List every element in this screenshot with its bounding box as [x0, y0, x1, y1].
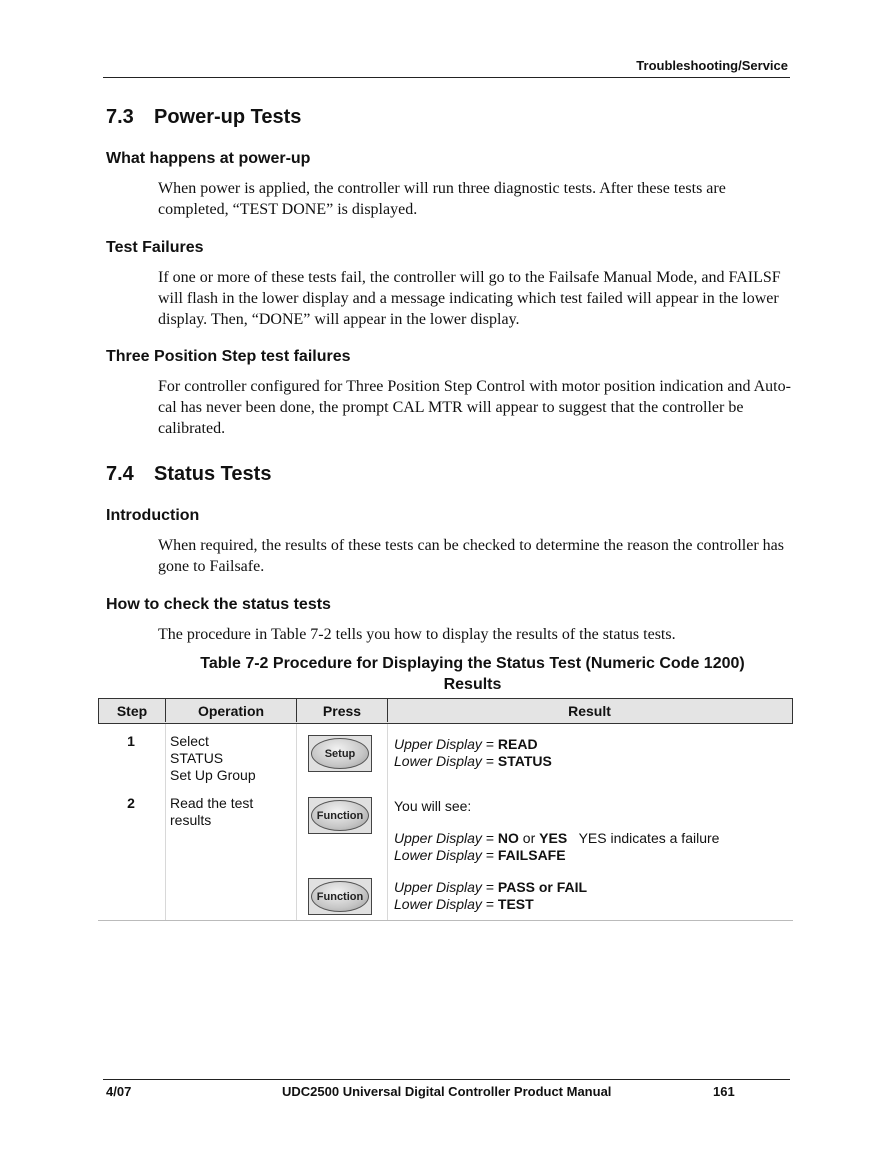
function-key-label: Function: [311, 881, 369, 912]
table-row-2-result: [394, 830, 719, 864]
section-number: 7.4: [106, 463, 134, 485]
footer-page-number: 161: [713, 1084, 735, 1099]
subheading-how-to-check: How to check the status tests: [106, 596, 331, 613]
table-row-1-operation: [170, 733, 256, 784]
table-row-2-step: 2: [127, 795, 135, 811]
table-caption-line2: Results: [443, 676, 502, 693]
result-upper-display: Upper Display = READ: [394, 736, 538, 752]
page-header-title: Troubleshooting/Service: [636, 58, 788, 73]
operation-line: Set Up Group: [170, 767, 256, 783]
table-row-1-result: [394, 736, 552, 770]
column-divider: [296, 724, 297, 920]
table-header-row: [98, 698, 793, 724]
column-header-result: Result: [568, 703, 611, 719]
result-upper-display: Upper Display = NO or YES YES indicates a failure: [394, 830, 720, 846]
footer-manual-title: UDC2500 Universal Digital Controller Product Manual: [282, 1084, 612, 1099]
subheading-test-failures: Test Failures: [106, 239, 204, 256]
column-divider: [165, 724, 166, 920]
you-will-see-text: You will see:: [394, 798, 472, 814]
table-caption: [150, 653, 795, 695]
function-key-icon: [308, 878, 372, 915]
paragraph-how-to-check: The procedure in Table 7-2 tells you how to display the results of the status tests.: [158, 626, 676, 643]
header-rule: [103, 77, 790, 78]
setup-key-label: Setup: [311, 738, 369, 769]
subheading-three-position: Three Position Step test failures: [106, 348, 351, 365]
section-7-3-heading: [106, 106, 301, 129]
column-divider: [387, 724, 388, 920]
setup-key-icon: [308, 735, 372, 772]
section-number: 7.3: [106, 106, 134, 128]
table-row-1-step: 1: [127, 733, 135, 749]
paragraph-test-failures: If one or more of these tests fail, the controller will go to the Failsafe Manual Mode, and FAILSF will flash in the lower display and a message indicating which test failed will appear in the lower display. Then, “DONE” will appear in the lower display.: [158, 269, 781, 328]
result-lower-display: Lower Display = TEST: [394, 896, 534, 912]
result-lower-display: Lower Display = FAILSAFE: [394, 847, 566, 863]
function-key-label: Function: [311, 800, 369, 831]
section-title: Power-up Tests: [154, 106, 302, 128]
paragraph-introduction: When required, the results of these tests can be checked to determine the reason the controller has gone to Failsafe.: [158, 537, 784, 575]
column-header-press: Press: [297, 699, 388, 722]
section-7-4-heading: [106, 463, 271, 486]
footer-rule: [103, 1079, 790, 1080]
section-title: Status Tests: [154, 463, 272, 485]
function-key-icon: [308, 797, 372, 834]
paragraph-three-position: For controller configured for Three Position Step Control with motor position indication and Auto-cal has never been done, the prompt CAL MTR will appear to suggest that the controller be calibrated.: [158, 378, 791, 437]
column-header-operation: Operation: [166, 699, 297, 722]
table-caption-line1: Table 7-2 Procedure for Displaying the Status Test (Numeric Code 1200): [200, 655, 745, 672]
table-row-2-result-2: [394, 879, 587, 913]
subheading-power-up: What happens at power-up: [106, 150, 311, 167]
operation-line: STATUS: [170, 750, 224, 766]
result-upper-display: Upper Display = PASS or FAIL: [394, 879, 588, 895]
subheading-introduction: Introduction: [106, 507, 200, 524]
footer-date: 4/07: [106, 1084, 132, 1099]
operation-line: Read the test: [170, 795, 254, 811]
table-row-2-operation: [170, 795, 253, 829]
result-lower-display: Lower Display = STATUS: [394, 753, 552, 769]
paragraph-power-up: When power is applied, the controller will run three diagnostic tests. After these tests are completed, “TEST DONE” is displayed.: [158, 180, 726, 218]
column-header-step: Step: [99, 699, 166, 722]
operation-line: results: [170, 812, 212, 828]
operation-line: Select: [170, 733, 209, 749]
table-bottom-rule: [98, 920, 793, 921]
